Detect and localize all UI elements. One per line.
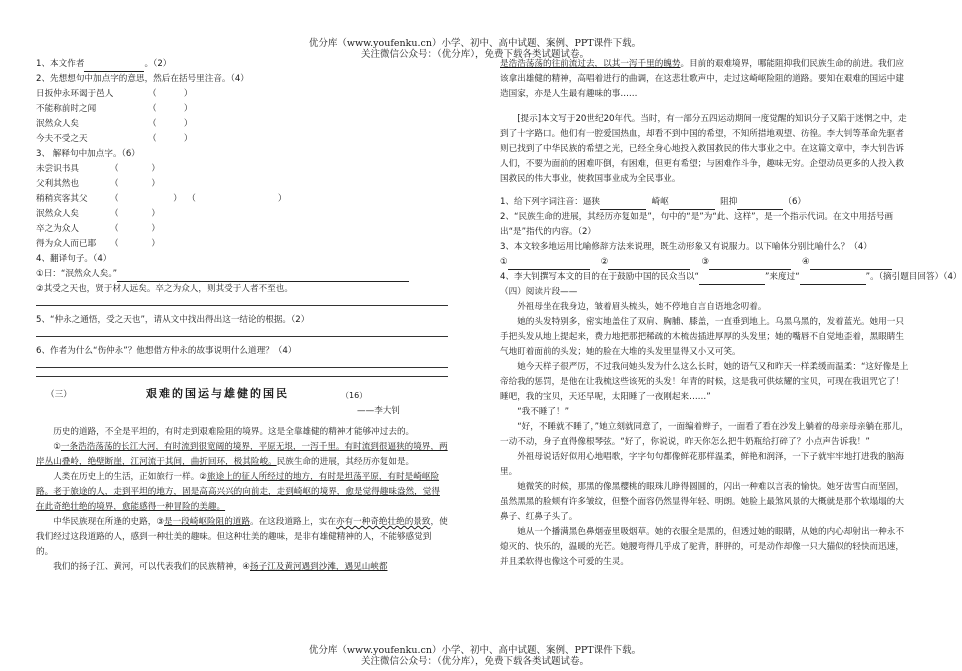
answer-blank[interactable]	[600, 199, 646, 210]
answer-blank[interactable]	[709, 259, 791, 270]
answer-blank[interactable]	[737, 199, 783, 210]
left-q6: 6、作者为什么“伤仲永”？他想借方仲永的故事说明什么道理？（4）	[36, 346, 297, 356]
left-column	[36, 57, 448, 575]
q4-b: ②其受之天也，贤于材人远矣。卒之为众人，则其受于人者不至也。	[36, 284, 293, 294]
section-score: （16）	[341, 391, 368, 400]
answer-blank[interactable]	[669, 199, 715, 210]
q4-a: ①曰：“泯然众人矣。”	[36, 267, 448, 282]
left-q1: 1、本文作者 。（2）	[36, 57, 448, 72]
reading-paragraph-1: 外祖母坐在我身边，皱着眉头梳头，她不停地自言自语地念叨着。	[517, 302, 767, 312]
passage-paragraph-4: 中华民族现在所逢的史路，③是一段崎岖险阻的道路。在这段道路上，实在亦有一种奇绝壮绝的景致，使我们经过这段道路的人，感到一种壮美的趣味。但这种壮美的趣味，是非有雄健精神的人，不能够感觉到的。	[36, 517, 448, 557]
reading-paragraph-5: “好，不睡就不睡了，”她立刻就同意了，一面编着辫子，一面看了看在沙发上躺着的母亲母亲躺在那儿，一动不动，身子直得像根琴弦。“好了，你说说，昨天你怎么把牛奶瓶给打碎了？小点声告诉我！”	[500, 422, 909, 447]
section-four-heading: （四）阅读片段——	[500, 287, 578, 297]
q2-item-3: 泯然众人矣 （ ）	[36, 119, 193, 129]
section-title: 艰难的国运与雄健的国民	[146, 387, 289, 400]
passage-paragraph-5-cont: 是浩浩荡荡的往前流过去，以其一泻千里的魄势。目前的艰难境界，哪能阻抑我们民族生命的前进。我们应该拿出雄健的精神，高唱着进行的曲调，在这悲壮歌声中，走过这崎岖险阻的道路。要知在艰难的国运中建造国家，亦是人生最有趣味的事……	[500, 59, 904, 99]
footer-line-1: 优分库（www.youfenku.cn）小学、初中、高中试题、案例、PPT课件下载。	[308, 645, 642, 656]
passage-paragraph-1: 历史的道路，不全是平坦的，有时走到艰难险阻的境界。这是全靠雄健的精神才能够冲过去的。	[53, 427, 415, 437]
reading-paragraph-3: 她今天样子很严厉，不过我问她头发为什么这么长时，她的语气又和昨天一样柔缓而温柔：“这好像是上帝给我的惩罚，是他在让我梳这些该死的头发！年青的时候，这是我可供炫耀的宝贝，可现在我诅咒它了！睡吧，我的宝贝，天还早呢，太阳睡了一夜刚起来……”	[500, 362, 909, 402]
footer-line-2: 关注微信公众号：（优分库），免费下载各类试题试卷。	[360, 656, 589, 667]
reading-paragraph-8: 她从一个播满黑色鼻烟壶里吸烟草。她的衣服全是黑的，但透过她的眼睛，从她的内心却射出一种永不熄灭的、快乐的，温暖的光芒。她腰弯得几乎成了驼背，胖胖的，可是动作却像一只大猫似的轻快而迅速，并且柔软得也像这个可爱的生灵。	[500, 527, 904, 567]
reading-paragraph-2: 她的头发特别多，密实地盖住了双肩、胸脯、膝盖，一直垂到地上。乌黑乌黑的，发着蓝光。她用一只手把头发从地上提起来，费力地把那把稀疏的木梳齿插进厚厚的头发里；她的嘴唇不自觉地歪着，黑眼睛生气地盯着面前的头发；她的脸在大堆的头发里显得又小又可笑。	[500, 317, 904, 357]
answer-blank[interactable]	[800, 274, 866, 285]
passage-paragraph-2: ①一条浩浩荡荡的长江大河，有时流到很宽阔的境界，平原无垠，一泻千里。有时流到很逼狭的境界，两岸丛山叠岭，绝壁断崖，江河流于其间，曲折回环，极其险峻。民族生命的进展，其经历亦复如是。	[36, 442, 448, 467]
header-line-2: 关注微信公众号：（优分库），免费下载各类试题试卷。	[360, 49, 589, 60]
q3-item-2: 父利其然也 （ ）	[36, 179, 160, 189]
answer-blank[interactable]	[608, 259, 690, 270]
left-q5: 5、“仲永之通悟，受之天也”，请从文中找出得出这一结论的根据。（2）	[36, 315, 310, 325]
answer-blank[interactable]	[117, 271, 409, 282]
reading-paragraph-4: “我不睡了！”	[517, 407, 570, 417]
right-q3: 3、本文较多地运用比喻修辞方法来说理，既生动形象又有说服力。以下喻体分别比喻什么？（4）	[500, 242, 872, 252]
passage-paragraph-5: 我们的扬子江、黄河，可以代表我们的民族精神，④扬子江及黄河遇到沙滩，遇见山峡都	[53, 562, 388, 572]
q3-item-4: 泯然众人矣 （ ）	[36, 209, 160, 219]
page-footer	[0, 645, 950, 667]
passage-paragraph-3: 人类在历史上的生活，正如旅行一样。②旅途上的征人所经过的地方，有时是坦荡平原，有时是崎岖险路。老于旅途的人，走到平坦的地方，固是高高兴兴的向前走，走到崎岖的境界，愈是觉得趣味盎然，觉得在此奇绝壮绝的境界，愈能感得一种冒险的美趣。	[36, 472, 440, 512]
right-q4: 4、李大钊撰写本文的目的在于鼓励中国的民众当以“ ”来度过“ ”。（摘引题目回答）（4）	[500, 270, 910, 285]
section-number: （三）	[46, 390, 72, 400]
answer-blank[interactable]	[84, 61, 144, 72]
answer-line[interactable]	[36, 336, 448, 337]
reading-paragraph-6: 外祖母说话好似用心地唱歌，字字句句都像鲜花那样温柔，鲜艳和润泽，一下子就牢牢地打进我的脑海里。	[500, 452, 904, 477]
section-three-heading	[36, 384, 448, 406]
answer-blank[interactable]	[699, 274, 765, 285]
answer-line[interactable]	[36, 367, 448, 368]
reading-paragraph-7: 她微笑的时候，那黑的像黑樱桃的眼珠儿睁得圆圆的，闪出一种难以言表的愉快。她牙齿雪白而坚固，虽然黑黑的脸颊有许多皱纹，但整个面容仍然显得年轻、明朗。她脸上最煞风景的大概就是那个软塌塌的大鼻子、红鼻子头了。	[500, 482, 904, 522]
section-author: ——李大钊	[357, 406, 400, 416]
q3-item-6: 得为众人而已耶 （ ）	[36, 239, 160, 249]
header-line-1: 优分库（www.youfenku.cn）小学、初中、高中试题、案例、PPT课件下载。	[308, 38, 642, 49]
answer-blank[interactable]	[810, 259, 892, 270]
q3-item-5: 卒之为众人 （ ）	[36, 224, 160, 234]
left-q4: 4、翻译句子。（4）	[36, 254, 112, 264]
q3-answer-row: ① ② ③ ④	[500, 255, 910, 270]
answer-line[interactable]	[36, 305, 448, 306]
q2-item-2: 不能称前时之闻 （ ）	[36, 104, 193, 114]
right-column	[500, 57, 962, 570]
left-q2: 2、先想想句中加点字的意思，然后在括号里注音。（4）	[36, 74, 249, 84]
left-q3: 3、 解释句中加点字。（6）	[36, 149, 140, 159]
q3-item-3: 稍稍宾客其父 （ ） （ ）	[36, 194, 287, 204]
answer-blank[interactable]	[508, 259, 590, 270]
answer-line[interactable]	[36, 376, 448, 377]
right-q1: 1、给下列字词注音：逼狭 崎岖 阻抑 （6）	[500, 195, 910, 210]
q3-item-1: 未尝识书具 （ ）	[36, 164, 160, 174]
right-q2: 2、“民族生命的进展，其经历亦复如是”，句中的“是”为“此、这样”，是一个指示代词。在文中用括号画出“是”指代的内容。（2）	[500, 212, 894, 237]
q2-item-1: 日扳仲永环谒于邑人 （ ）	[36, 89, 193, 99]
hint-paragraph: [提示]本文写于20世纪20年代。当时，有一部分五四运动期间一度觉醒的知识分子又陷于迷惘之中，走到了十字路口。他们有一腔爱国热血，却看不到中国的希望，不知所措地观望、彷徨。李大钊等革命先驱者则已找到了中华民族的希望之光，已经全身心地投入救国救民的伟大事业之中。在这篇文章中，李大钊告诉人们，不要为面前的困难吓倒，有困难，但更有希望；与困难作斗争，趣味无穷。企望动员更多的人投入救国救民的伟大事业，使救国事业成为全民事业。	[500, 114, 907, 184]
q2-item-4: 今夫不受之天 （ ）	[36, 134, 193, 144]
